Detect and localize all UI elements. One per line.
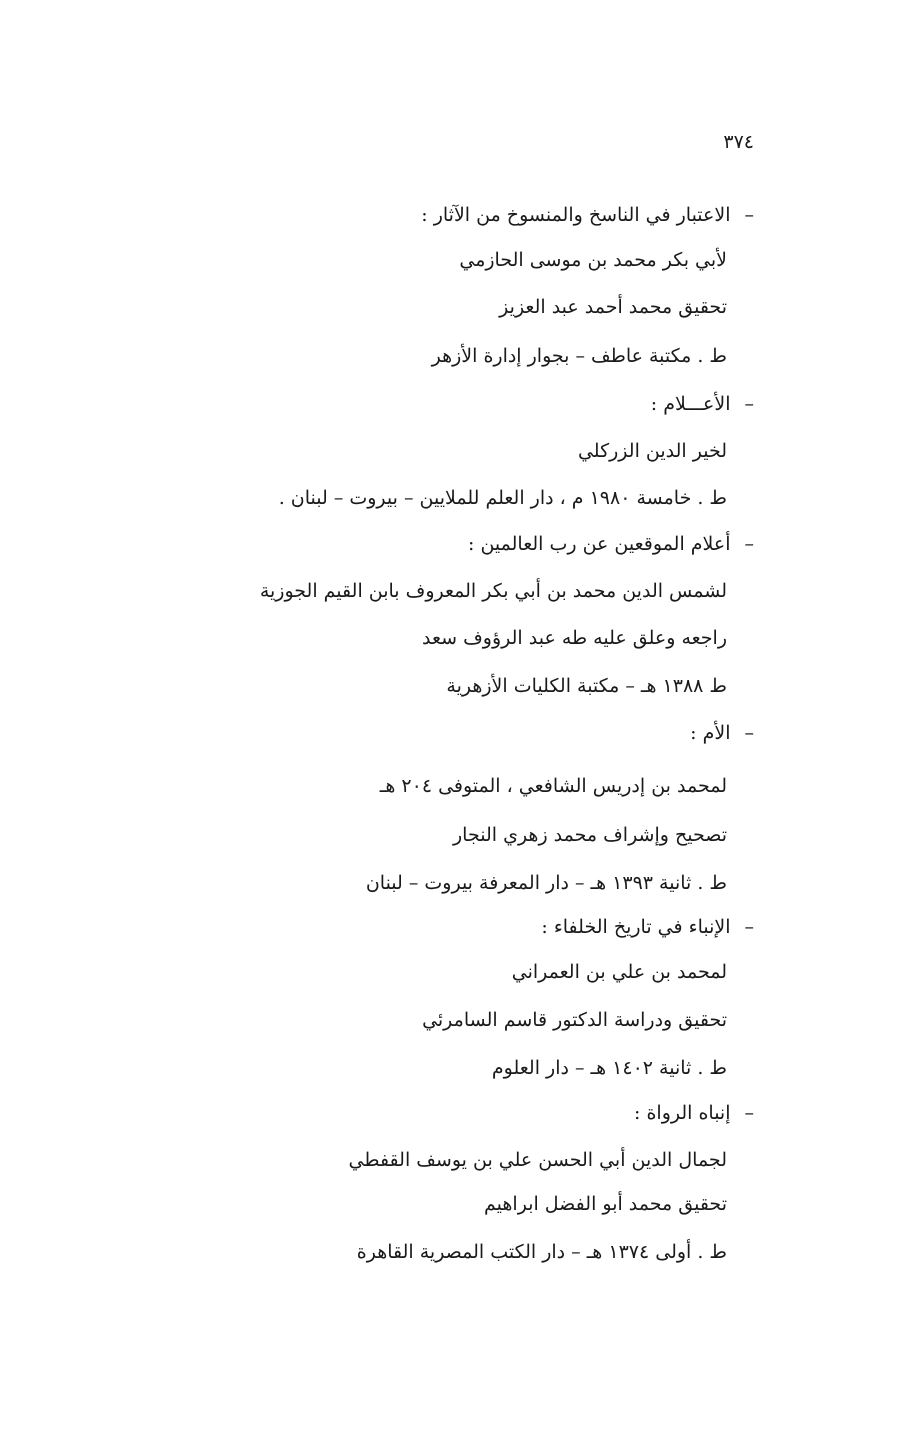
entry-title <box>651 390 754 418</box>
entry-publication: ط . خامسة ١٩٨٠ م ، دار العلم للملايين – بيروت – لبنان . <box>278 487 727 509</box>
entry-editor: تحقيق ودراسة الدكتور قاسم السامرئي <box>422 1009 727 1031</box>
entry-publication: ط . مكتبة عاطف – بجوار إدارة الأزهر <box>431 345 727 367</box>
entry-dash: – <box>744 916 754 938</box>
entry-title <box>634 1099 754 1127</box>
entry-editor: راجعه وعلق عليه طه عبد الرؤوف سعد <box>422 627 727 649</box>
entry-author: لشمس الدين محمد بن أبي بكر المعروف بابن القيم الجوزية <box>259 580 727 602</box>
entry-title <box>468 530 754 558</box>
entry-author: لخير الدين الزركلي <box>577 440 727 462</box>
entry-title <box>690 719 754 747</box>
entry-author: لجمال الدين أبي الحسن علي بن يوسف القفطي <box>348 1149 727 1171</box>
entry-editor: تصحيح وإشراف محمد زهري النجار <box>453 824 727 846</box>
entry-title <box>541 913 754 941</box>
entry-publication: ط ١٣٨٨ هـ – مكتبة الكليات الأزهرية <box>446 675 727 697</box>
entry-publication: ط . ثانية ١٤٠٢ هـ – دار العلوم <box>491 1057 727 1079</box>
entry-author: لأبي بكر محمد بن موسى الحازمي <box>459 249 727 271</box>
entry-dash: – <box>744 722 754 744</box>
entry-author: لمحمد بن علي بن العمراني <box>511 961 727 983</box>
entry-editor: تحقيق محمد أحمد عبد العزيز <box>499 296 727 318</box>
entry-editor: تحقيق محمد أبو الفضل ابراهيم <box>484 1193 727 1215</box>
entry-publication: ط . ثانية ١٣٩٣ هـ – دار المعرفة بيروت – لبنان <box>365 872 727 894</box>
entry-title-text: الأم : <box>690 722 731 744</box>
entry-title-text: الإنباء في تاريخ الخلفاء : <box>541 916 731 938</box>
entry-dash: – <box>744 1102 754 1124</box>
entry-title-text: الاعتبار في الناسخ والمنسوخ من الآثار : <box>421 204 731 226</box>
entry-title-text: الأعـــلام : <box>650 393 731 415</box>
entry-title-text: إنباه الرواة : <box>634 1102 731 1124</box>
entry-publication: ط . أولى ١٣٧٤ هـ – دار الكتب المصرية القاهرة <box>356 1241 727 1263</box>
page-number: ٣٧٤ <box>723 131 754 153</box>
entry-author: لمحمد بن إدريس الشافعي ، المتوفى ٢٠٤ هـ <box>379 775 727 797</box>
entry-title-text: أعلام الموقعين عن رب العالمين : <box>468 533 731 555</box>
entry-dash: – <box>744 393 754 415</box>
entry-dash: – <box>744 204 754 226</box>
entry-dash: – <box>744 533 754 555</box>
entry-title <box>421 201 754 229</box>
